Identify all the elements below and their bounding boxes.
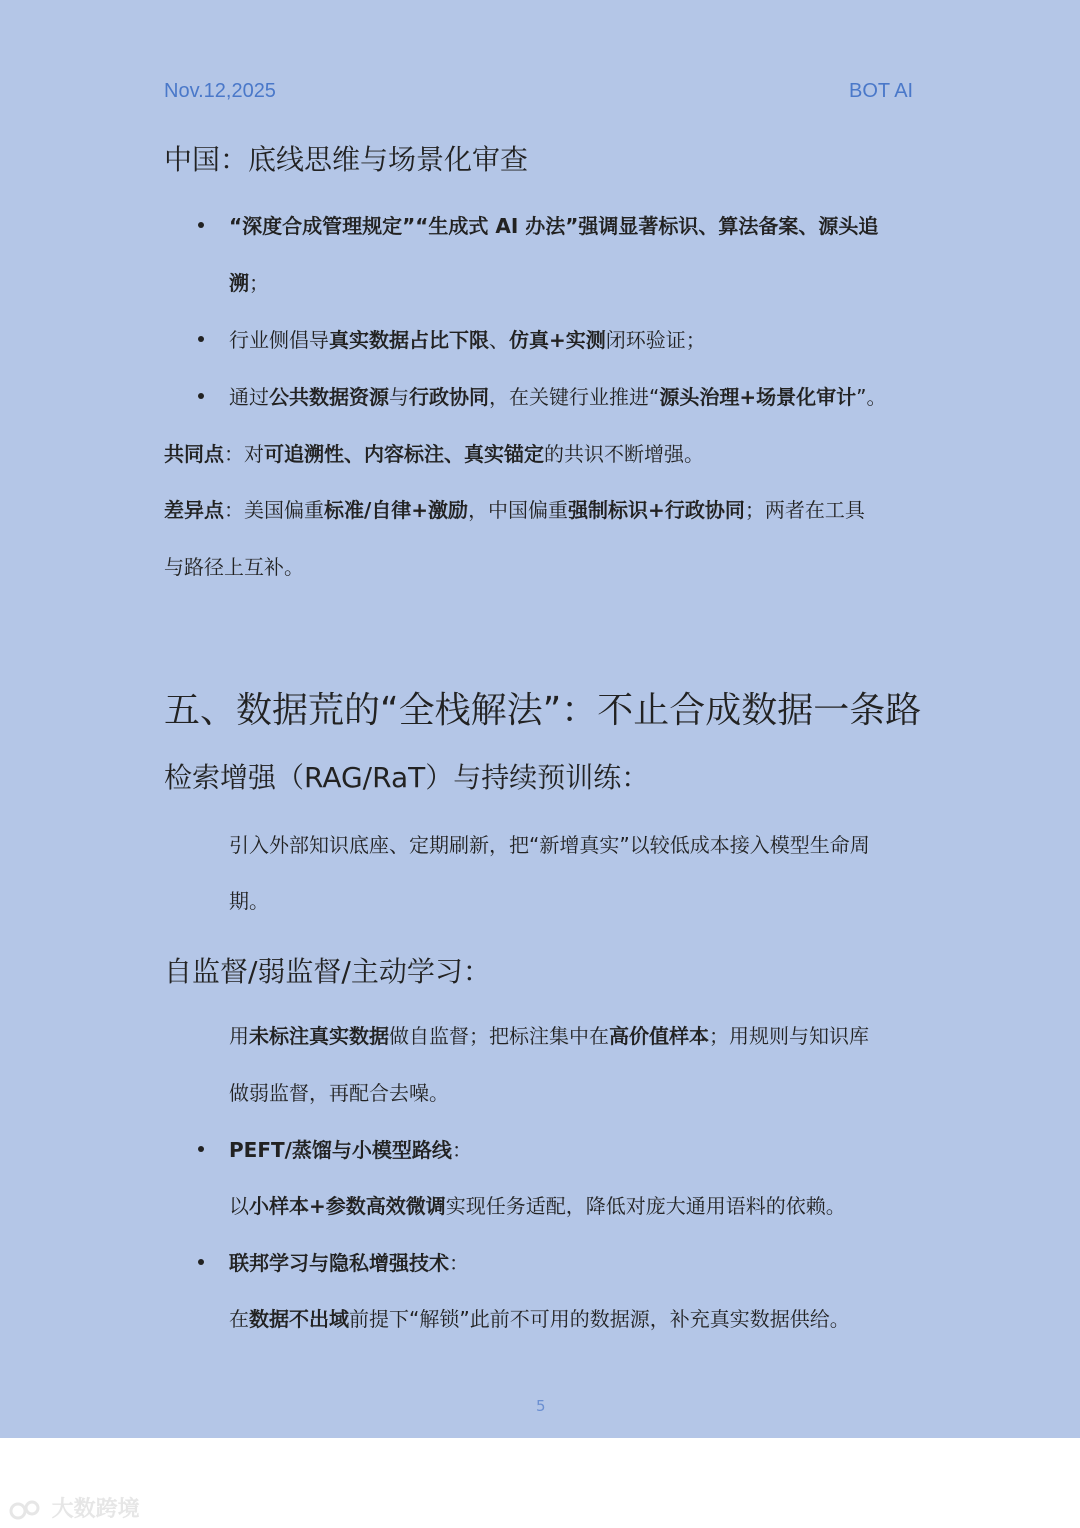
- text-run: 以: [229, 1194, 249, 1218]
- text-run: ：对: [224, 442, 264, 466]
- text-run: ，中国偏重: [468, 498, 569, 522]
- bullet-dot: [198, 1259, 204, 1265]
- watermark-logo-icon: [8, 1499, 44, 1521]
- section-5-title: 五、数据荒的“全栈解法”：不止合成数据一条路: [164, 690, 922, 731]
- text-run: ，在关键行业推进“: [489, 385, 660, 409]
- diff-paragraph-line1: [164, 494, 865, 523]
- diff-paragraph-line2: 与路径上互补。: [164, 555, 304, 579]
- bold-run: 强制标识+行政协同: [568, 498, 745, 522]
- text-run: ：: [451, 1138, 472, 1162]
- text-run: 实现任务适配，降低对庞大通用语料的依赖。: [445, 1194, 846, 1218]
- bold-run: 小样本+参数高效微调: [249, 1194, 446, 1218]
- text-run: 通过: [229, 385, 269, 409]
- china-bullet-1-line1: [229, 210, 878, 239]
- text-run: 闭环验证；: [605, 328, 706, 352]
- bold-run: 未标注真实数据: [249, 1024, 389, 1048]
- text-run: ：美国偏重: [224, 498, 324, 522]
- bold-run: 仿真+实测: [509, 328, 606, 352]
- watermark: [8, 1492, 140, 1523]
- china-bullet-2: [229, 324, 706, 353]
- china-bullet-1-bold: “深度合成管理规定”“生成式 AI 办法”强调显著标识、算法备案、源头追: [229, 214, 879, 238]
- text-run: ；两者在工具: [744, 498, 865, 522]
- text-run: 的共识不断增强。: [544, 442, 704, 466]
- bold-run: 数据不出域: [249, 1307, 349, 1331]
- watermark-text: 大数跨境: [51, 1497, 140, 1522]
- china-bullet-1-bold-end: 溯: [229, 271, 249, 295]
- bullet-dot: [198, 393, 204, 399]
- bold-run: 可追溯性、内容标注、真实锚定: [264, 442, 544, 466]
- rag-heading: 检索增强（RAG/RaT）与持续预训练：: [164, 761, 650, 794]
- text-run: 做自监督；把标注集中在: [389, 1024, 609, 1048]
- bullet-dot: [198, 1146, 204, 1152]
- peft-heading: [229, 1134, 472, 1163]
- china-bullet-3: [229, 381, 887, 410]
- text-run: 前提下“解锁”此前不可用的数据源，补充真实数据供给。: [349, 1307, 850, 1331]
- self-line2: 做弱监督，再配合去噪。: [229, 1081, 449, 1105]
- bold-run: 高价值样本: [609, 1024, 709, 1048]
- rag-line2: 期。: [229, 889, 269, 913]
- china-bullet-1-rest: ；: [249, 271, 269, 295]
- federated-body: [229, 1303, 850, 1332]
- diff-label: 差异点: [164, 498, 224, 522]
- federated-label: 联邦学习与隐私增强技术: [229, 1251, 449, 1275]
- page-number: 5: [536, 1397, 546, 1415]
- common-label: 共同点: [164, 442, 224, 466]
- rag-line1: 引入外部知识底座、定期刷新，把“新增真实”以较低成本接入模型生命周: [229, 833, 870, 857]
- peft-body: [229, 1190, 846, 1219]
- text-run: 、: [489, 328, 509, 352]
- peft-label: PEFT/蒸馏与小模型路线: [229, 1138, 452, 1162]
- header-date: Nov.12,2025: [164, 80, 276, 102]
- text-run: ”。: [856, 385, 887, 409]
- china-bullet-1-line2: [229, 267, 269, 296]
- text-run: 与: [389, 385, 409, 409]
- bold-run: 标准/自律+激励: [324, 498, 469, 522]
- header-brand: BOT AI: [849, 80, 914, 102]
- common-paragraph: [164, 438, 704, 467]
- federated-heading: [229, 1247, 469, 1276]
- self-supervised-heading: 自监督/弱监督/主动学习：: [164, 955, 491, 988]
- china-heading: 中国：底线思维与场景化审查: [164, 143, 529, 176]
- text-run: ：: [449, 1251, 469, 1275]
- text-run: 在: [229, 1307, 249, 1331]
- bold-run: 行政协同: [409, 385, 489, 409]
- bold-run: 公共数据资源: [269, 385, 389, 409]
- bullet-dot: [198, 336, 204, 342]
- text-run: ；用规则与知识库: [709, 1024, 869, 1048]
- bullet-dot: [198, 222, 204, 228]
- text-run: 用: [229, 1024, 249, 1048]
- text-run: 行业侧倡导: [229, 328, 329, 352]
- bold-run: 源头治理+场景化审计: [659, 385, 857, 409]
- bold-run: 真实数据占比下限: [329, 328, 489, 352]
- self-line1: [229, 1020, 869, 1049]
